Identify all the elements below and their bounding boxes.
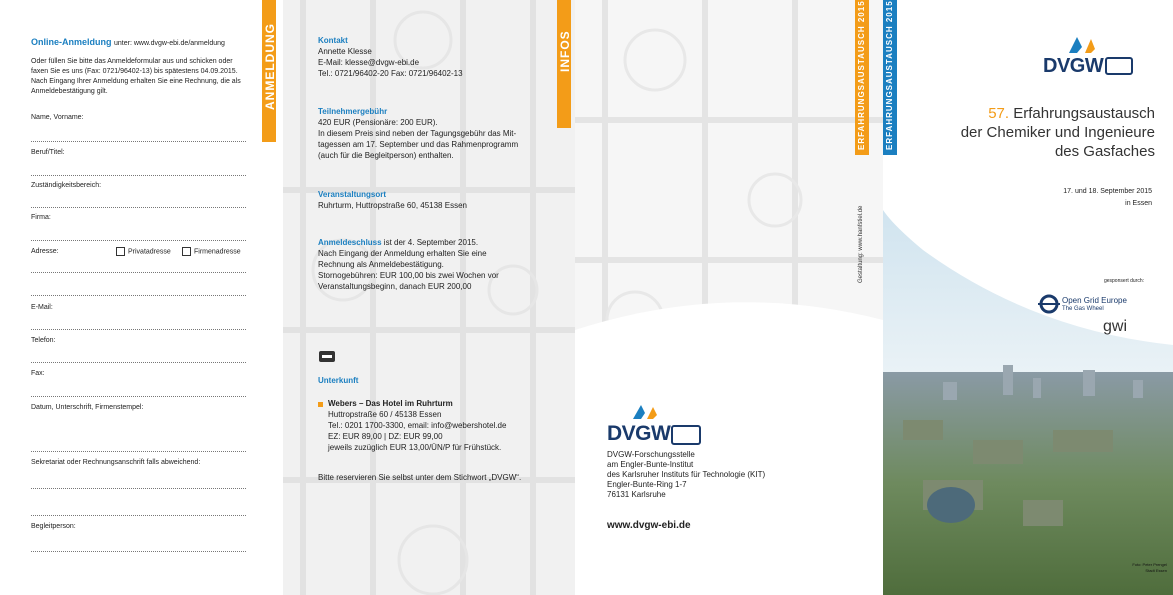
hotel-breakfast: jeweils zuzüglich EUR 13,00/ÜN/P für Frühstück. (328, 443, 502, 452)
event-title-line: Erfahrungsaustausch (1009, 105, 1155, 122)
deadline-line: Rechnung als Anmeldebestätigung. (318, 260, 444, 269)
private-address-checkbox[interactable] (116, 247, 125, 256)
hotel-address: Huttropstraße 60 / 45138 Essen (328, 410, 442, 419)
name-field[interactable] (31, 141, 246, 142)
org-line: des Karlsruher Instituts für Technologie (KIT) (607, 470, 766, 479)
event-number: 57. (988, 105, 1010, 122)
org-address (607, 450, 765, 500)
companion-label: Begleitperson: (31, 523, 76, 530)
design-credit: Gestaltung: www.hanfstiel.de (858, 205, 864, 283)
deadline-line: Veranstaltungsbeginn, danach EUR 200,00 (318, 282, 472, 291)
fee-block (318, 106, 518, 161)
org-line: am Engler-Bunte-Institut (607, 460, 694, 469)
info-panel (283, 0, 575, 595)
title-label: Beruf/Titel: (31, 149, 65, 156)
website-link[interactable]: www.dvgw-ebi.de (607, 520, 691, 531)
fee-line: (auch für die Begleitperson) enthalten. (318, 151, 454, 160)
event-title (935, 104, 1155, 161)
online-registration-title: Online-Anmeldung (31, 37, 112, 47)
sponsor-label: gesponsert durch: (1103, 278, 1144, 284)
event-date: 17. und 18. September 2015 (1063, 188, 1152, 195)
dvgw-logo-text: DVGW (607, 422, 671, 445)
info-tab-label: INFOS (558, 30, 572, 72)
fax-field[interactable] (31, 396, 246, 397)
dvgw-flame-logo-icon (1067, 35, 1117, 57)
back-tab-label: ERFAHRUNGSAUSTAUSCH 2015 (857, 0, 866, 150)
private-address-label: Privatadresse (128, 248, 171, 256)
cover-panel (883, 0, 1173, 595)
hotel-prices: EZ: EUR 89,00 | DZ: EUR 99,00 (328, 432, 443, 441)
deadline-line: Stornogebühren: EUR 100,00 bis zwei Wochen vor (318, 271, 499, 280)
registration-tab-label: ANMELDUNG (263, 23, 277, 110)
org-line: Engler-Bunte-Ring 1-7 (607, 480, 687, 489)
cover-background (883, 0, 1173, 595)
cover-tab (883, 0, 897, 155)
dvgw-logo-text: DVGW (1043, 55, 1104, 77)
contact-email[interactable]: E-Mail: klesse@dvgw-ebi.de (318, 58, 420, 67)
companion-field[interactable] (31, 551, 246, 552)
photo-credit-line: Foto: Peter Prengel (1132, 562, 1167, 567)
online-registration-url[interactable]: unter: www.dvgw-ebi.de/anmeldung (114, 40, 225, 47)
address-field-1[interactable] (31, 272, 246, 273)
contact-block (318, 35, 463, 79)
online-registration-heading (31, 37, 225, 49)
company-address-label: Firmenadresse (194, 248, 241, 256)
registration-panel (0, 0, 283, 595)
fee-line: 420 EUR (Pensionäre: 200 EUR). (318, 118, 438, 127)
responsibility-field[interactable] (31, 207, 246, 208)
email-label: E-Mail: (31, 304, 53, 311)
sponsor-open-grid-europe (1062, 296, 1127, 314)
hotel-contact[interactable]: Tel.: 0201 1700-3300, email: info@webershotel.de (328, 421, 507, 430)
company-field[interactable] (31, 240, 246, 241)
photo-credit-line: Stadt Essen (1145, 568, 1167, 573)
event-title-line: des Gasfaches (1054, 143, 1155, 160)
private-address-option[interactable] (116, 247, 171, 256)
company-address-option[interactable] (182, 247, 241, 256)
billing-address-field-2[interactable] (31, 515, 246, 516)
contact-name: Annette Klesse (318, 47, 372, 56)
sponsor-gwi: gwi (1103, 318, 1128, 335)
phone-field[interactable] (31, 362, 246, 363)
deadline-line: Nach Eingang der Anmeldung erhalten Sie eine (318, 249, 487, 258)
name-label: Name, Vorname: (31, 114, 84, 121)
venue-address: Ruhrturm, Huttropstraße 60, 45138 Essen (318, 201, 467, 210)
email-field[interactable] (31, 329, 246, 330)
pipework-background (575, 0, 883, 595)
contact-heading: Kontakt (318, 36, 348, 45)
billing-address-label: Sekretariat oder Rechnungsanschrift falls abweichend: (31, 459, 201, 466)
address-field-2[interactable] (31, 295, 246, 296)
cover-tab-label: ERFAHRUNGSAUSTAUSCH 2015 (885, 0, 894, 150)
address-label: Adresse: (31, 248, 59, 255)
hotel-block (328, 398, 506, 453)
dvgw-flame-logo-icon (631, 403, 681, 423)
signature-field[interactable] (31, 451, 246, 452)
back-tab (855, 0, 869, 155)
deadline-heading: Anmeldeschluss (318, 238, 382, 247)
accommodation-heading: Unterkunft (318, 376, 359, 385)
back-panel (575, 0, 883, 595)
info-tab (557, 0, 571, 128)
event-title-line: der Chemiker und Ingenieure (960, 124, 1155, 141)
ebi-logo-icon (1105, 57, 1133, 75)
sponsor-name: Open Grid Europe (1062, 296, 1127, 305)
photo-credit (1132, 562, 1167, 574)
event-date-block (1063, 186, 1152, 210)
title-field[interactable] (31, 175, 246, 176)
bullet-icon (318, 402, 323, 407)
venue-heading: Veranstaltungsort (318, 190, 387, 199)
pipework-background (283, 0, 575, 595)
ebi-logo-icon (671, 425, 701, 445)
company-label: Firma: (31, 214, 51, 221)
reservation-note: Bitte reservieren Sie selbst unter dem Stichwort „DVGW“. (318, 473, 522, 482)
event-location: in Essen (1125, 200, 1152, 207)
venue-block (318, 189, 467, 211)
phone-label: Telefon: (31, 337, 56, 344)
responsibility-label: Zuständigkeitsbereich: (31, 182, 102, 189)
org-line: 76131 Karlsruhe (607, 490, 666, 499)
deadline-block (318, 237, 499, 292)
billing-address-field-1[interactable] (31, 488, 246, 489)
contact-phone: Tel.: 0721/96402-20 Fax: 0721/96402-13 (318, 69, 463, 78)
deadline-date: ist der 4. September 2015. (381, 238, 479, 247)
fee-heading: Teilnehmergebühr (318, 107, 388, 116)
accommodation-block (318, 375, 358, 386)
fee-line: tagessen am 17. September und das Rahmenprogramm (318, 140, 519, 149)
fee-line: In diesem Preis sind neben der Tagungsgebühr das Mit- (318, 129, 517, 138)
signature-label: Datum, Unterschrift, Firmenstempel: (31, 404, 144, 411)
fax-label: Fax: (31, 370, 45, 377)
open-grid-europe-logo-icon (1038, 293, 1060, 315)
hotel-name: Webers – Das Hotel im Ruhrturm (328, 399, 453, 408)
registration-tab (262, 0, 276, 142)
company-address-checkbox[interactable] (182, 247, 191, 256)
hotel-bed-icon (319, 351, 335, 362)
sponsor-tagline: The Gas Wheel (1062, 306, 1104, 312)
registration-intro: Oder füllen Sie bitte das Anmeldeformular aus und schicken oder faxen Sie es uns (Fax: 0721/96402-13) bis spätestens 04.09.2015. Nach Eingang Ihrer Anmeldung erhalten Sie eine Rechnung, die als Anmeldebestätigung gilt. (31, 58, 241, 95)
org-line: DVGW-Forschungsstelle (607, 450, 695, 459)
